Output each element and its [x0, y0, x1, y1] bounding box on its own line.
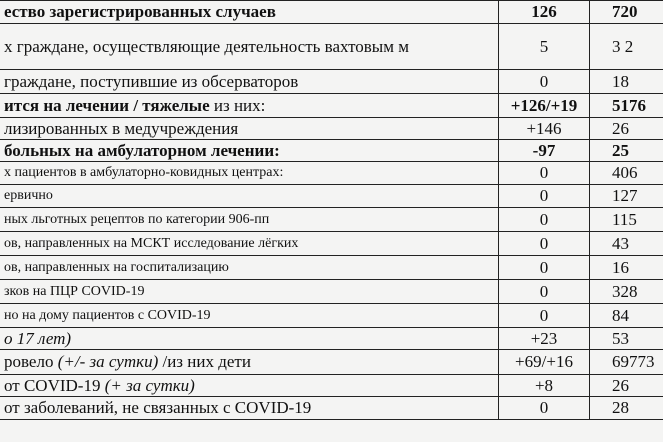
row-value-total: 16 [590, 256, 663, 280]
row-value-day: +126/+19 [499, 94, 590, 118]
row-value-total: 115 [590, 208, 663, 232]
row-label-rest-part: из них: [209, 95, 266, 115]
row-value-day: 0 [499, 70, 590, 94]
row-label-prescriptions: ных льготных рецептов по категории 906-пп [0, 208, 499, 232]
table-row [0, 140, 663, 162]
table-row [0, 304, 663, 328]
row-value-day: 0 [499, 256, 590, 280]
row-value-total: 406 [590, 162, 663, 185]
row-value-total: 3 2 [590, 24, 663, 70]
row-label-italic-part: (+/- за сутки) [57, 352, 163, 371]
row-value-day: 0 [499, 208, 590, 232]
row-value-total: 127 [590, 185, 663, 208]
row-value-day: 0 [499, 280, 590, 304]
row-label-observatory: граждане, поступившие из обсерваторов [0, 70, 499, 94]
table-row [0, 350, 663, 375]
row-value-total: 25 [590, 140, 663, 162]
row-label-pcr-swabs: зков на ПЦР COVID-19 [0, 280, 499, 304]
row-label-msct: ов, направленных на МСКТ исследование лёгких [0, 232, 499, 256]
row-value-total: 28 [590, 397, 663, 420]
row-value-total: 328 [590, 280, 663, 304]
row-label-plain-part: ровело [4, 352, 58, 371]
row-label-referred-hospital: ов, направленных на госпитализацию [0, 256, 499, 280]
table-row [0, 256, 663, 280]
table-row [0, 185, 663, 208]
row-label-home-visits: но на дому пациентов с COVID-19 [0, 304, 499, 328]
row-value-total: 53 [590, 328, 663, 350]
row-label-bold-part: ится на лечении / тяжелые [4, 95, 210, 115]
row-label-under-treatment [0, 94, 499, 118]
table-row [0, 208, 663, 232]
row-label-hospitalized: лизированных в медучреждения [0, 118, 499, 140]
row-label-deaths-other: от заболеваний, не связанных с COVID-19 [0, 397, 499, 420]
row-label-outpatients: больных на амбулаторном лечении: [0, 140, 499, 162]
table-row [0, 118, 663, 140]
row-label-children: о 17 лет) [0, 328, 499, 350]
row-label-rest-part: /из них дети [162, 352, 251, 371]
table-row [0, 1, 663, 24]
row-label-shift-workers: х граждане, осуществляющие деятельность вахтовым м [0, 24, 499, 70]
row-label-covid-centers: х пациентов в амбулаторно-ковидных центрах: [0, 162, 499, 185]
row-value-day: 0 [499, 232, 590, 256]
table-row [0, 24, 663, 70]
row-value-day: +146 [499, 118, 590, 140]
row-value-day: -97 [499, 140, 590, 162]
row-value-total: 5176 [590, 94, 663, 118]
row-value-total: 26 [590, 375, 663, 397]
table-row [0, 94, 663, 118]
table-row [0, 70, 663, 94]
row-value-total: 84 [590, 304, 663, 328]
row-value-day: +69/+16 [499, 350, 590, 375]
row-value-day: 0 [499, 162, 590, 185]
table-row [0, 280, 663, 304]
row-label-primary: ервично [0, 185, 499, 208]
table-row [0, 232, 663, 256]
row-label-plain-part: от COVID-19 [4, 375, 105, 395]
row-value-total: 18 [590, 70, 663, 94]
row-value-day: +23 [499, 328, 590, 350]
row-value-total: 69773 [590, 350, 663, 375]
row-value-day: 0 [499, 304, 590, 328]
row-value-total: 26 [590, 118, 663, 140]
table-row [0, 328, 663, 350]
row-value-day: 5 [499, 24, 590, 70]
row-label-tested [0, 350, 499, 375]
row-label-deaths-covid [0, 375, 499, 397]
row-label-registered-cases: ество зарегистрированных случаев [0, 1, 499, 24]
row-value-total: 43 [590, 232, 663, 256]
table-row [0, 375, 663, 397]
table-row [0, 162, 663, 185]
table-row [0, 397, 663, 420]
row-value-day: +8 [499, 375, 590, 397]
row-value-day: 0 [499, 397, 590, 420]
row-value-total: 720 [590, 1, 663, 24]
row-value-day: 126 [499, 1, 590, 24]
row-label-italic-part: (+ за сутки) [104, 375, 195, 395]
row-value-day: 0 [499, 185, 590, 208]
